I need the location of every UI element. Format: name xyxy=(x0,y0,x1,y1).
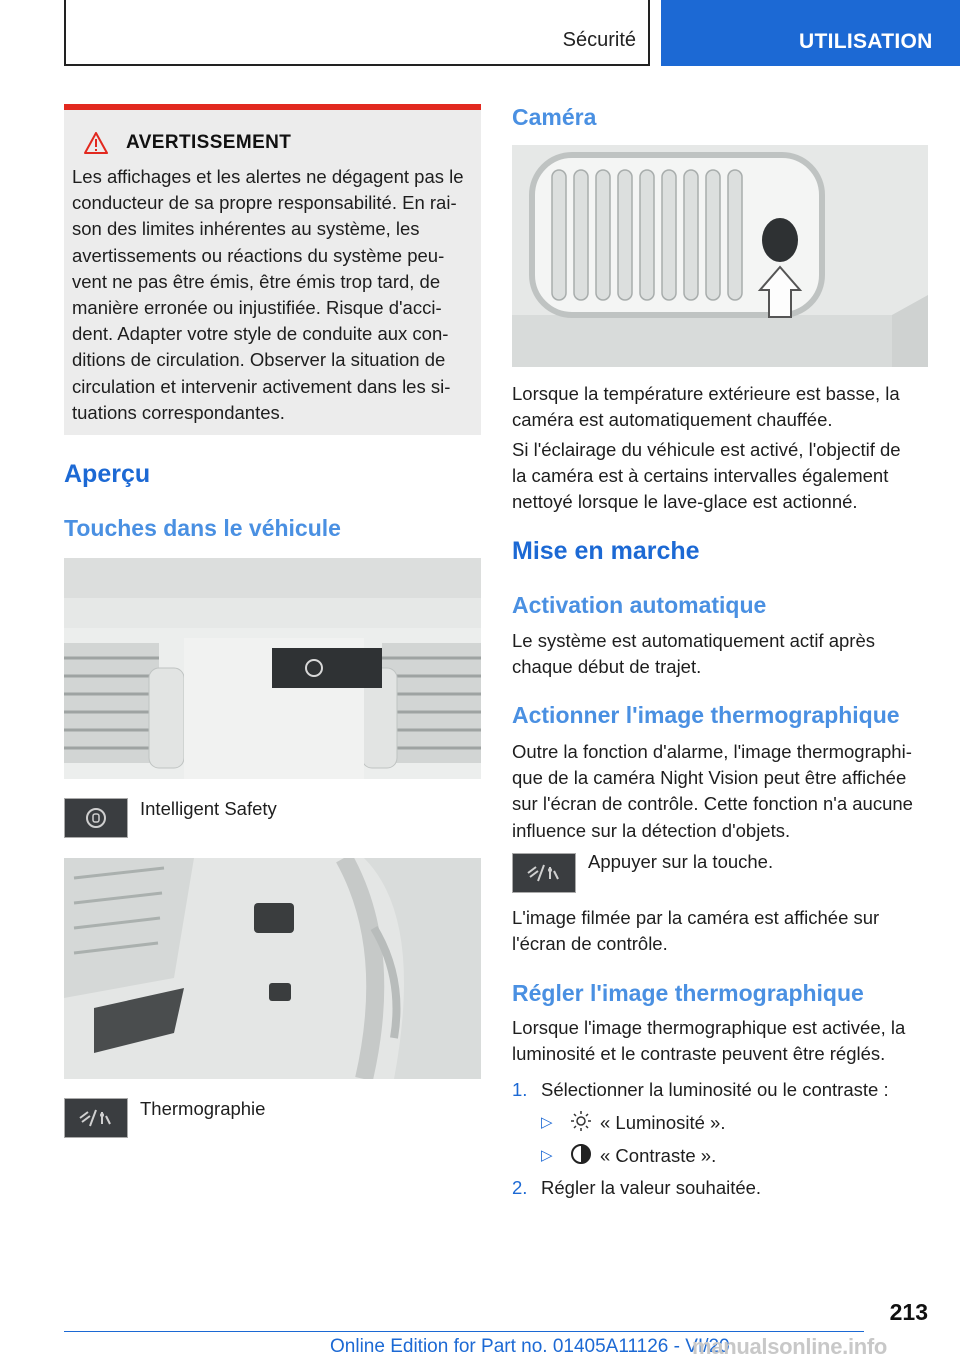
text-line: que de la caméra Night Vision peut être affichée xyxy=(512,767,907,789)
warning-line: Les affichages et les alertes ne dégagent pas le xyxy=(72,166,464,187)
press-button-text: Appuyer sur la touche. xyxy=(588,851,774,872)
warning-line: avertissements ou réactions du système peu- xyxy=(72,244,445,266)
header-section-box xyxy=(64,0,650,66)
warning-line: manière erronée ou injustifiée. Risque d'acci- xyxy=(72,297,442,319)
header-chapter-tab xyxy=(661,0,960,66)
label-thermographie: Thermographie xyxy=(140,1098,266,1119)
warning-line: conducteur de sa propre responsabilité. En rai- xyxy=(72,192,457,214)
sub-step-brightness: « Luminosité ». xyxy=(600,1112,726,1133)
activation-paragraph xyxy=(512,628,928,680)
intelligent-safety-icon xyxy=(84,806,108,830)
dashboard-buttons-photo xyxy=(64,558,481,779)
warning-line: circulation et intervenir activement dans les si- xyxy=(72,375,451,397)
text-line: chaque début de trajet. xyxy=(512,656,702,678)
night-vision-icon xyxy=(524,861,564,885)
warning-line: dent. Adapter votre style de conduite aux con- xyxy=(72,323,449,345)
text-line: influence sur la détection d'objets. xyxy=(512,819,791,841)
text-line: la caméra est à certains intervalles également xyxy=(512,465,889,487)
step-1-text: Sélectionner la luminosité ou le contraste : xyxy=(541,1079,889,1100)
warning-line: vent ne pas être émis, être émis trop tard, de xyxy=(72,270,441,292)
sub-step-contrast: « Contraste ». xyxy=(600,1145,717,1166)
night-vision-button-image xyxy=(512,853,576,893)
camera-paragraph-2 xyxy=(512,437,928,516)
thermography-button-image xyxy=(64,1098,128,1138)
text-line: l'écran de contrôle. xyxy=(512,933,668,955)
warning-line: tuations correspondantes. xyxy=(72,401,285,423)
text-line: sur l'écran de contrôle. Cette fonction n'a aucune xyxy=(512,793,913,815)
text-line: Lorsque la température extérieure est basse, la xyxy=(512,383,900,404)
text-line: Outre la fonction d'alarme, l'image thermographi- xyxy=(512,741,912,762)
text-line: Le système est automatiquement actif après xyxy=(512,630,875,651)
text-line: luminosité et le contraste peuvent être réglés. xyxy=(512,1043,886,1065)
header-chapter-title: UTILISATION xyxy=(799,30,933,53)
intelligent-safety-button-image xyxy=(64,798,128,838)
heading-apercu: Aperçu xyxy=(64,460,151,488)
brightness-icon xyxy=(570,1110,592,1132)
heading-actionner-thermographie: Actionner l'image thermographique xyxy=(512,702,900,728)
label-intelligent-safety: Intelligent Safety xyxy=(140,798,277,819)
step-number: 2. xyxy=(512,1177,528,1198)
text-line: L'image filmée par la caméra est affichée sur xyxy=(512,907,880,928)
heading-activation-automatique: Activation automatique xyxy=(512,592,767,618)
actionner-paragraph xyxy=(512,739,932,844)
warning-header xyxy=(84,132,291,154)
watermark-logo: manualsonline.info xyxy=(692,1334,888,1359)
text-line: caméra est automatiquement chauffée. xyxy=(512,409,833,431)
step-2-text: Régler la valeur souhaitée. xyxy=(541,1177,762,1198)
heading-regler-thermographie: Régler l'image thermographique xyxy=(512,980,864,1006)
heading-mise-en-marche: Mise en marche xyxy=(512,537,700,565)
bullet-icon: ▷ xyxy=(541,1147,553,1164)
bullet-icon: ▷ xyxy=(541,1114,553,1131)
text-line: Lorsque l'image thermographique est activée, la xyxy=(512,1017,906,1038)
warning-box xyxy=(64,104,481,435)
warning-triangle-icon xyxy=(84,132,108,154)
warning-text xyxy=(72,164,476,426)
text-line: Si l'éclairage du véhicule est activé, l'objectif de xyxy=(512,439,901,460)
heading-touches: Touches dans le véhicule xyxy=(64,515,341,541)
heading-camera: Caméra xyxy=(512,104,597,130)
image-display-paragraph xyxy=(512,905,928,957)
warning-line: son des limites inhérentes au système, les xyxy=(72,218,420,240)
footer-divider xyxy=(64,1331,864,1332)
warning-line: ditions de circulation. Observer la situation de xyxy=(72,349,446,371)
footer-edition: Online Edition for Part no. 01405A11126 - VI/20 xyxy=(330,1336,730,1357)
page-number: 213 xyxy=(889,1299,928,1325)
camera-grille-photo xyxy=(512,145,928,367)
text-line: nettoyé lorsque le lave-glace est actionné. xyxy=(512,491,858,513)
warning-title: AVERTISSEMENT xyxy=(126,132,292,153)
steering-area-photo xyxy=(64,858,481,1079)
camera-paragraph-1 xyxy=(512,381,928,433)
night-vision-icon xyxy=(76,1106,116,1130)
regler-paragraph xyxy=(512,1015,928,1067)
step-number: 1. xyxy=(512,1079,528,1100)
header-section-title: Sécurité xyxy=(562,29,636,51)
contrast-icon xyxy=(570,1143,592,1165)
